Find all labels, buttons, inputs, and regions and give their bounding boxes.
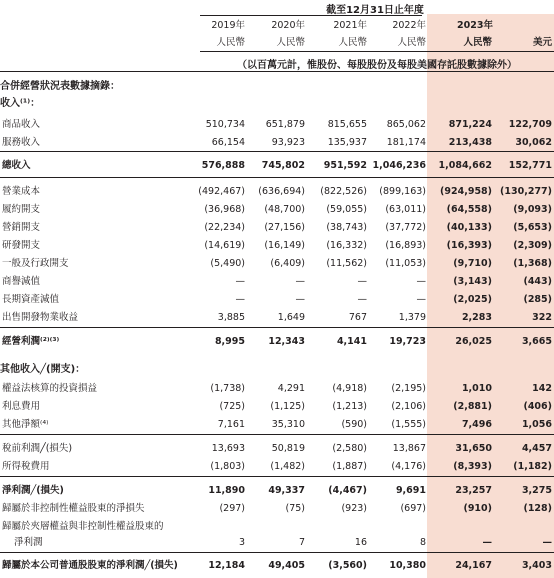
value-2023-usd: (130,277) (500, 186, 552, 197)
row-label: 商譽減值 (2, 276, 41, 287)
year-2019: 2019年 (211, 20, 245, 31)
header-rule (200, 51, 554, 52)
period-caption: 截至12月31日止年度 (326, 5, 424, 16)
value-2019: — (235, 276, 245, 287)
value-2023-rmb: 26,025 (455, 336, 492, 347)
row-marketing (0, 219, 554, 237)
value-2023-rmb: 1,084,662 (438, 160, 492, 171)
row-general-admin (0, 255, 554, 273)
value-2023-rmb: (64,558) (446, 204, 492, 215)
value-2020: 35,310 (271, 419, 305, 430)
value-2019: 11,890 (208, 485, 245, 496)
row-interest-expense (0, 398, 554, 416)
value-2021: (923) (341, 503, 367, 514)
value-2021: (1,213) (332, 401, 367, 412)
value-2021: 951,592 (323, 160, 367, 171)
value-2023-usd: 3,665 (521, 336, 552, 347)
value-2020: 12,343 (268, 336, 305, 347)
value-2019: (36,968) (204, 204, 245, 215)
row-label: 淨利潤 (14, 537, 43, 548)
value-2019: 8,995 (214, 336, 245, 347)
currency-2021: 人民幣 (338, 37, 367, 48)
row-label: 經營利潤⁽²⁾⁽³⁾ (2, 336, 60, 347)
value-2023-usd: 122,709 (508, 119, 552, 130)
value-2022: (4,176) (391, 461, 426, 472)
value-2019: (492,467) (198, 186, 245, 197)
value-2023-usd: (285) (523, 294, 552, 305)
row-equity-method (0, 380, 554, 398)
value-2021: (38,743) (326, 222, 367, 233)
total-revenue-rule (0, 151, 554, 152)
value-2022: 19,723 (389, 336, 426, 347)
value-2019: 3,885 (217, 312, 245, 323)
currency-2019: 人民幣 (216, 37, 245, 48)
value-2022: (11,053) (385, 258, 426, 269)
operating-income-rule (0, 327, 554, 328)
value-2020: — (295, 276, 305, 287)
value-2021: (2,580) (332, 443, 367, 454)
row-net-income-to-shareholders (0, 557, 554, 575)
row-gain-sale-property (0, 309, 554, 327)
row-label: 淨利潤╱(損失) (2, 485, 64, 496)
value-2021: 815,655 (327, 119, 367, 130)
value-2020: — (295, 294, 305, 305)
header-bottom-rule (0, 71, 554, 72)
value-2020: 50,819 (271, 443, 305, 454)
value-2023-usd: 322 (532, 312, 552, 323)
value-2020: 49,405 (268, 560, 305, 571)
value-2019: 3 (238, 537, 245, 548)
value-2022: (899,163) (379, 186, 426, 197)
value-2021: (16,332) (326, 240, 367, 251)
value-2023-usd: 152,771 (508, 160, 552, 171)
value-2023-rmb: 24,167 (455, 560, 492, 571)
row-label: 權益法核算的投資損益 (2, 383, 98, 394)
units-note: （以百萬元計，惟股份、每股股份及每股美國存託股數據除外） (237, 60, 517, 71)
value-2021: (11,562) (326, 258, 367, 269)
value-2023-rmb: (924,958) (440, 186, 492, 197)
year-2023: 2023年 (457, 20, 493, 31)
value-2021: (1,887) (332, 461, 367, 472)
value-2021: (4,467) (328, 485, 367, 496)
value-2020: (1,125) (270, 401, 305, 412)
value-2019: 12,184 (208, 560, 245, 571)
row-nci-net-loss (0, 500, 554, 518)
year-2022: 2022年 (392, 20, 426, 31)
value-2021: (3,560) (328, 560, 367, 571)
attributable-rule (0, 552, 554, 553)
row-long-lived-asset-impairment (0, 291, 554, 309)
value-2021: (4,918) (332, 383, 367, 394)
value-2020: (75) (285, 503, 305, 514)
row-net-income (0, 482, 554, 500)
value-2021: 16 (354, 537, 367, 548)
section-other-title: 其他收入╱(開支)： (0, 364, 86, 375)
row-fulfillment (0, 201, 554, 219)
row-label: 出售開發物業收益 (2, 312, 79, 323)
value-2023-rmb: (40,133) (446, 222, 492, 233)
value-2020: 7 (298, 537, 305, 548)
value-2020: 93,923 (271, 137, 305, 148)
value-2022: (37,772) (385, 222, 426, 233)
row-label: 歸屬於夾層權益與非控制性權益股東的 (2, 521, 164, 532)
value-2021: (59,055) (326, 204, 367, 215)
row-label: 營銷開支 (2, 222, 41, 233)
value-2021: — (357, 276, 367, 287)
row-label: 營業成本 (2, 186, 41, 197)
value-2021: (590) (341, 419, 367, 430)
expenses-rule (0, 177, 554, 178)
row-label: 總收入 (2, 160, 31, 171)
row-cost-of-revenue (0, 183, 554, 201)
row-income-before-tax (0, 440, 554, 458)
row-label: 所得稅費用 (2, 461, 50, 472)
section-revenue-title: 收入⁽¹⁾： (0, 98, 41, 109)
value-2021: 4,141 (336, 336, 367, 347)
year-2020: 2020年 (271, 20, 305, 31)
value-2022: 8 (419, 537, 426, 548)
net-income-rule (0, 476, 554, 477)
value-2019: — (235, 294, 245, 305)
value-2019: (14,619) (204, 240, 245, 251)
value-2022: (2,106) (391, 401, 426, 412)
value-2020: (48,700) (264, 204, 305, 215)
year-2021: 2021年 (333, 20, 367, 31)
row-operating-income (0, 333, 554, 351)
value-2020: (27,156) (264, 222, 305, 233)
value-2019: (5,490) (210, 258, 245, 269)
value-2022: (16,893) (385, 240, 426, 251)
value-2019: 576,888 (201, 160, 245, 171)
value-2023-rmb: 213,438 (448, 137, 492, 148)
value-2023-rmb: (2,881) (453, 401, 492, 412)
value-2023-rmb: (16,393) (446, 240, 492, 251)
value-2019: (22,234) (204, 222, 245, 233)
value-2023-usd: (1,368) (513, 258, 552, 269)
value-2021: 767 (348, 312, 367, 323)
value-2023-usd: 1,056 (521, 419, 552, 430)
row-total-revenue (0, 157, 554, 175)
row-label: 服務收入 (2, 137, 41, 148)
row-label: 履約開支 (2, 204, 41, 215)
value-2020: 745,802 (261, 160, 305, 171)
row-label: 利息費用 (2, 401, 41, 412)
value-2023-rmb: 2,283 (461, 312, 492, 323)
value-2022: 13,867 (392, 443, 426, 454)
value-2020: (636,694) (258, 186, 305, 197)
section-summary-title: 合併經營狀況表數據摘錄： (0, 81, 120, 92)
value-2023-usd: 3,275 (521, 485, 552, 496)
value-2022: 181,174 (386, 137, 426, 148)
value-2023-rmb: 7,496 (461, 419, 492, 430)
caption-underline (200, 15, 422, 16)
value-2019: (297) (219, 503, 245, 514)
value-2023-usd: (5,653) (513, 222, 552, 233)
value-2022: 9,691 (395, 485, 426, 496)
value-2023-rmb: — (482, 537, 492, 548)
value-2020: 49,337 (268, 485, 305, 496)
value-2020: 1,649 (277, 312, 305, 323)
row-product-revenue (0, 116, 554, 134)
currency-2023-rmb: 人民幣 (463, 37, 492, 48)
row-label: 稅前利潤╱(損失) (2, 443, 73, 454)
value-2023-usd: 3,403 (521, 560, 552, 571)
value-2022: 1,379 (398, 312, 426, 323)
row-label: 長期資產減值 (2, 294, 60, 305)
value-2023-usd: — (542, 537, 552, 548)
value-2019: 7,161 (217, 419, 245, 430)
value-2022: 1,046,236 (372, 160, 426, 171)
value-2023-rmb: 23,257 (455, 485, 492, 496)
value-2023-usd: (1,182) (513, 461, 552, 472)
value-2023-usd: (406) (523, 401, 552, 412)
row-label: 商品收入 (2, 119, 41, 130)
value-2019: (725) (219, 401, 245, 412)
value-2022: — (416, 276, 426, 287)
value-2023-rmb: (9,710) (453, 258, 492, 269)
value-2023-rmb: (910) (463, 503, 492, 514)
value-2021: 135,937 (327, 137, 367, 148)
value-2023-usd: (2,309) (513, 240, 552, 251)
row-other-net (0, 416, 554, 434)
value-2023-rmb: (3,143) (453, 276, 492, 287)
row-label: 其他淨額⁽⁴⁾ (2, 419, 49, 430)
value-2023-usd: (128) (523, 503, 552, 514)
value-2023-rmb: (8,393) (453, 461, 492, 472)
value-2022: (63,011) (385, 204, 426, 215)
currency-2023-usd: 美元 (532, 37, 552, 48)
value-2022: 865,062 (386, 119, 426, 130)
value-2022: — (416, 294, 426, 305)
value-2020: (1,482) (270, 461, 305, 472)
value-2019: 13,693 (211, 443, 245, 454)
currency-2022: 人民幣 (397, 37, 426, 48)
value-2020: (16,149) (264, 240, 305, 251)
value-2023-usd: 142 (532, 383, 552, 394)
value-2022: (1,555) (391, 419, 426, 430)
value-2019: (1,803) (210, 461, 245, 472)
value-2023-usd: 4,457 (521, 443, 552, 454)
row-service-revenue (0, 134, 554, 152)
value-2020: 4,291 (277, 383, 305, 394)
pretax-rule (0, 434, 554, 435)
value-2019: (1,738) (210, 383, 245, 394)
row-label: 歸屬於本公司普通股股東的淨利潤╱(損失) (2, 560, 178, 571)
value-2021: (822,526) (320, 186, 367, 197)
row-label: 研發開支 (2, 240, 41, 251)
value-2023-usd: (443) (523, 276, 552, 287)
value-2022: (697) (400, 503, 426, 514)
value-2019: 510,734 (205, 119, 245, 130)
value-2022: (2,195) (391, 383, 426, 394)
value-2023-rmb: (2,025) (453, 294, 492, 305)
value-2023-rmb: 31,650 (455, 443, 492, 454)
value-2023-usd: 30,062 (515, 137, 552, 148)
row-research-development (0, 237, 554, 255)
value-2021: — (357, 294, 367, 305)
row-label: 歸屬於非控制性權益股東的淨損失 (2, 503, 145, 514)
row-goodwill-impairment (0, 273, 554, 291)
value-2023-rmb: 871,224 (448, 119, 492, 130)
value-2023-rmb: 1,010 (461, 383, 492, 394)
row-income-tax (0, 458, 554, 476)
row-mezzanine-net-income (0, 534, 554, 552)
value-2020: (6,409) (270, 258, 305, 269)
value-2023-usd: (9,093) (513, 204, 552, 215)
currency-2020: 人民幣 (276, 37, 305, 48)
value-2020: 651,879 (265, 119, 305, 130)
row-label: 一般及行政開支 (2, 258, 69, 269)
value-2022: 10,380 (389, 560, 426, 571)
value-2019: 66,154 (211, 137, 245, 148)
